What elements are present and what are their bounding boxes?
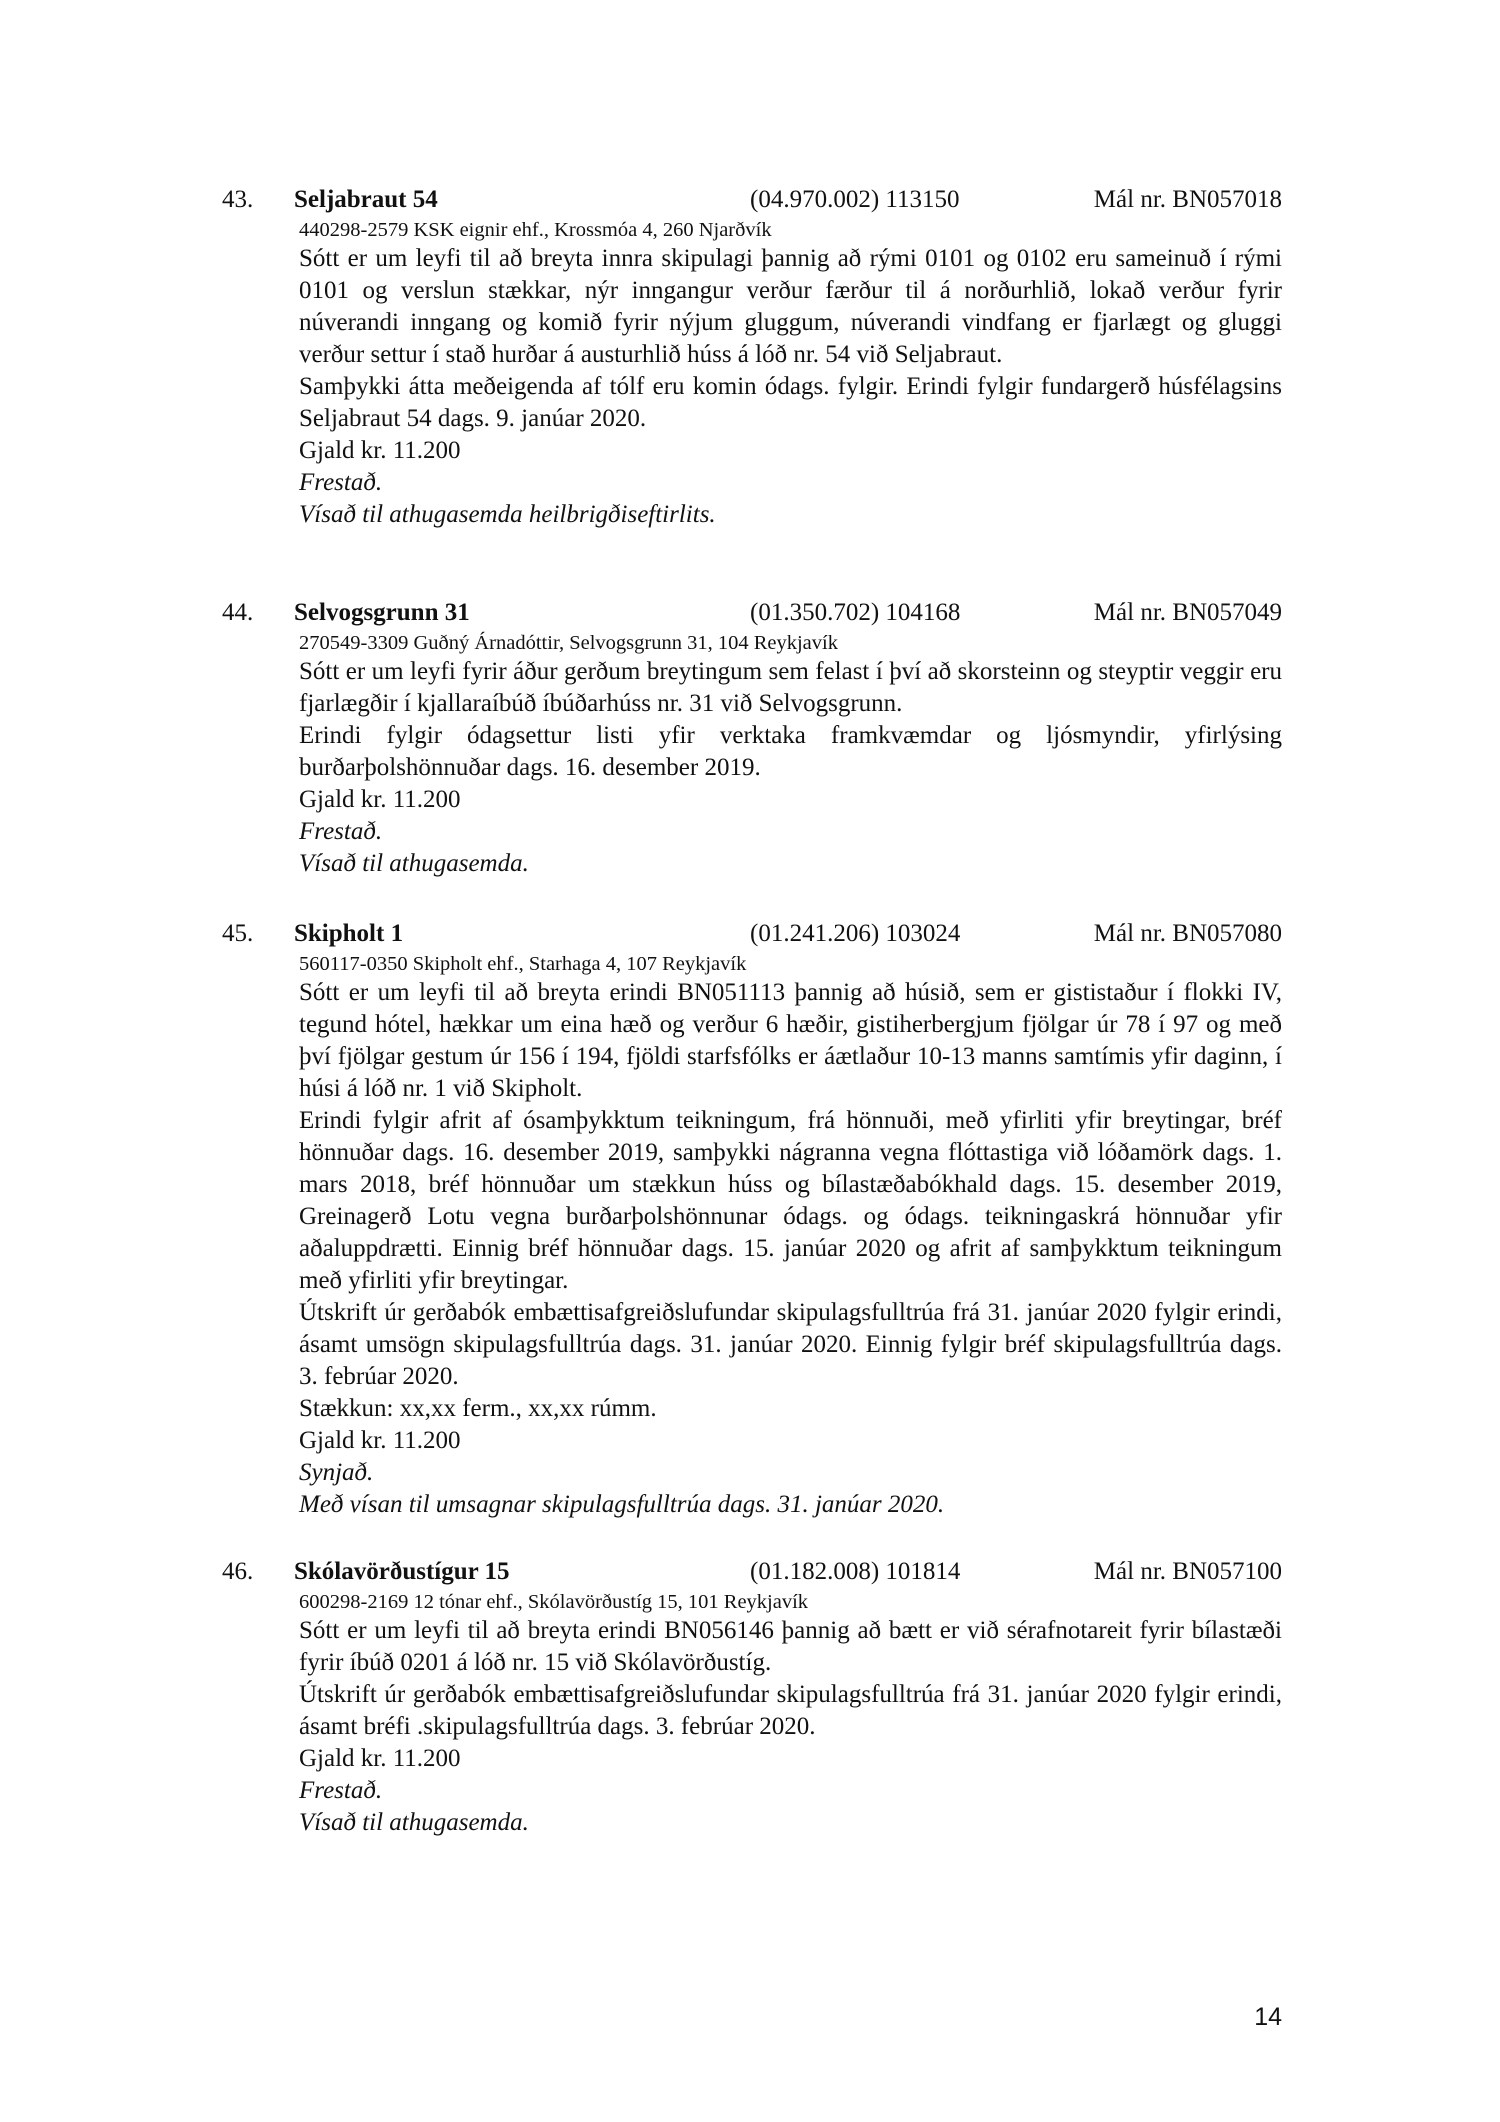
case-header [222, 183, 1282, 217]
land-id: (01.241.206) 103024 [750, 920, 961, 947]
case-body [299, 630, 1282, 880]
case-entry [222, 1555, 1282, 1839]
land-id: (04.970.002) 113150 [750, 186, 960, 213]
case-number: 46. [222, 1558, 254, 1585]
applicant: 440298-2579 KSK eignir ehf., Krossmóa 4, 260 Njarðvík [299, 219, 772, 241]
decision-note: Vísað til athugasemda. [299, 1809, 529, 1836]
paragraph: Stækkun: xx,xx ferm., xx,xx rúmm. [299, 1395, 657, 1422]
case-number: 45. [222, 920, 254, 947]
land-id: (01.350.702) 104168 [750, 599, 961, 626]
case-address: Skólavörðustígur 15 [294, 1558, 510, 1585]
case-no: Mál nr. BN057049 [1093, 599, 1282, 626]
case-address: Seljabraut 54 [294, 186, 438, 213]
decision-note: Vísað til athugasemda heilbrigðiseftirlits. [299, 501, 716, 528]
case-entry [222, 917, 1282, 1521]
paragraph: Útskrift úr gerðabók embættisafgreiðslufundar skipulagsfulltrúa frá 31. janúar 2020 fylgir erindi, ásamt umsögn skipulagsfulltrúa dags. 31. janúar 2020. Einnig fylgir bréf skipulagsfulltrúa dags. 3. febrúar 2020. [299, 1299, 1282, 1390]
paragraph: Sótt er um leyfi til að breyta erindi BN051113 þannig að húsið, sem er gististaður í flokki IV, tegund hótel, hækkar um eina hæð og verður 6 hæðir, gistiherbergjum fjölgar úr 78 í 97 og með því fjölgar gestum úr 156 í 194, fjöldi starfsfólks er áætlaður 10-13 manns samtímis yfir daginn, í húsi á lóð nr. 1 við Skipholt. [299, 979, 1282, 1102]
decision: Frestað. [299, 1777, 383, 1804]
case-body [299, 1589, 1282, 1839]
fee: Gjald kr. 11.200 [299, 1745, 461, 1772]
case-address: Skipholt 1 [294, 920, 404, 947]
case-no: Mál nr. BN057018 [1093, 186, 1282, 213]
case-no: Mál nr. BN057080 [1093, 920, 1282, 947]
case-entry [222, 596, 1282, 880]
case-header [222, 596, 1282, 630]
case-body [299, 217, 1282, 531]
paragraph: Sótt er um leyfi fyrir áður gerðum breytingum sem felast í því að skorsteinn og steyptir veggir eru fjarlægðir í kjallaraíbúð íbúðarhúss nr. 31 við Selvogsgrunn. [299, 658, 1282, 717]
applicant: 560117-0350 Skipholt ehf., Starhaga 4, 107 Reykjavík [299, 953, 747, 975]
decision: Frestað. [299, 818, 383, 845]
applicant: 600298-2169 12 tónar ehf., Skólavörðustíg 15, 101 Reykjavík [299, 1591, 809, 1613]
case-no: Mál nr. BN057100 [1093, 1558, 1282, 1585]
case-entry [222, 183, 1282, 531]
fee: Gjald kr. 11.200 [299, 786, 461, 813]
case-number: 43. [222, 186, 254, 213]
decision-note: Vísað til athugasemda. [299, 850, 529, 877]
paragraph: Sótt er um leyfi til að breyta erindi BN056146 þannig að bætt er við sérafnotareit fyrir bílastæði fyrir íbúð 0201 á lóð nr. 15 við Skólavörðustíg. [299, 1617, 1282, 1676]
applicant: 270549-3309 Guðný Árnadóttir, Selvogsgrunn 31, 104 Reykjavík [299, 632, 838, 654]
decision: Synjað. [299, 1459, 374, 1486]
case-number: 44. [222, 599, 254, 626]
decision-note: Með vísan til umsagnar skipulagsfulltrúa dags. 31. janúar 2020. [299, 1491, 945, 1518]
case-header [222, 917, 1282, 951]
land-id: (01.182.008) 101814 [750, 1558, 961, 1585]
paragraph: Sótt er um leyfi til að breyta innra skipulagi þannig að rými 0101 og 0102 eru sameinuð í rými 0101 og verslun stækkar, nýr inngangur verður færður til á norðurhlið, lokað verður fyrir núverandi inngang og komið fyrir nýjum gluggum, núverandi vindfang er fjarlægt og gluggi verður settur í stað hurðar á austurhlið húss á lóð nr. 54 við Seljabraut. [299, 245, 1282, 368]
case-header [222, 1555, 1282, 1589]
case-address: Selvogsgrunn 31 [294, 599, 470, 626]
paragraph: Erindi fylgir ódagsettur listi yfir verktaka framkvæmdar og ljósmyndir, yfirlýsing burðarþolshönnuðar dags. 16. desember 2019. [299, 722, 1282, 781]
case-body [299, 951, 1282, 1521]
paragraph: Samþykki átta meðeigenda af tólf eru komin ódags. fylgir. Erindi fylgir fundargerð húsfélagsins Seljabraut 54 dags. 9. janúar 2020. [299, 373, 1282, 432]
paragraph: Erindi fylgir afrit af ósamþykktum teikningum, frá hönnuði, með yfirliti yfir breytingar, bréf hönnuðar dags. 16. desember 2019, samþykki nágranna vegna flóttastiga við lóðamörk dags. 1. mars 2018, bréf hönnuðar um stækkun húss og bílastæðabókhald dags. 15. desember 2019, Greinagerð Lotu vegna burðarþolshönnunar ódags. og ódags. teikningaskrá hönnuðar yfir aðaluppdrætti. Einnig bréf hönnuðar dags. 15. janúar 2020 og afrit af samþykktum teikningum með yfirliti yfir breytingar. [299, 1107, 1282, 1294]
fee: Gjald kr. 11.200 [299, 437, 461, 464]
page-number: 14 [1254, 2003, 1282, 2031]
fee: Gjald kr. 11.200 [299, 1427, 461, 1454]
decision: Frestað. [299, 469, 383, 496]
paragraph: Útskrift úr gerðabók embættisafgreiðslufundar skipulagsfulltrúa frá 31. janúar 2020 fylgir erindi, ásamt bréfi .skipulagsfulltrúa dags. 3. febrúar 2020. [299, 1681, 1282, 1740]
